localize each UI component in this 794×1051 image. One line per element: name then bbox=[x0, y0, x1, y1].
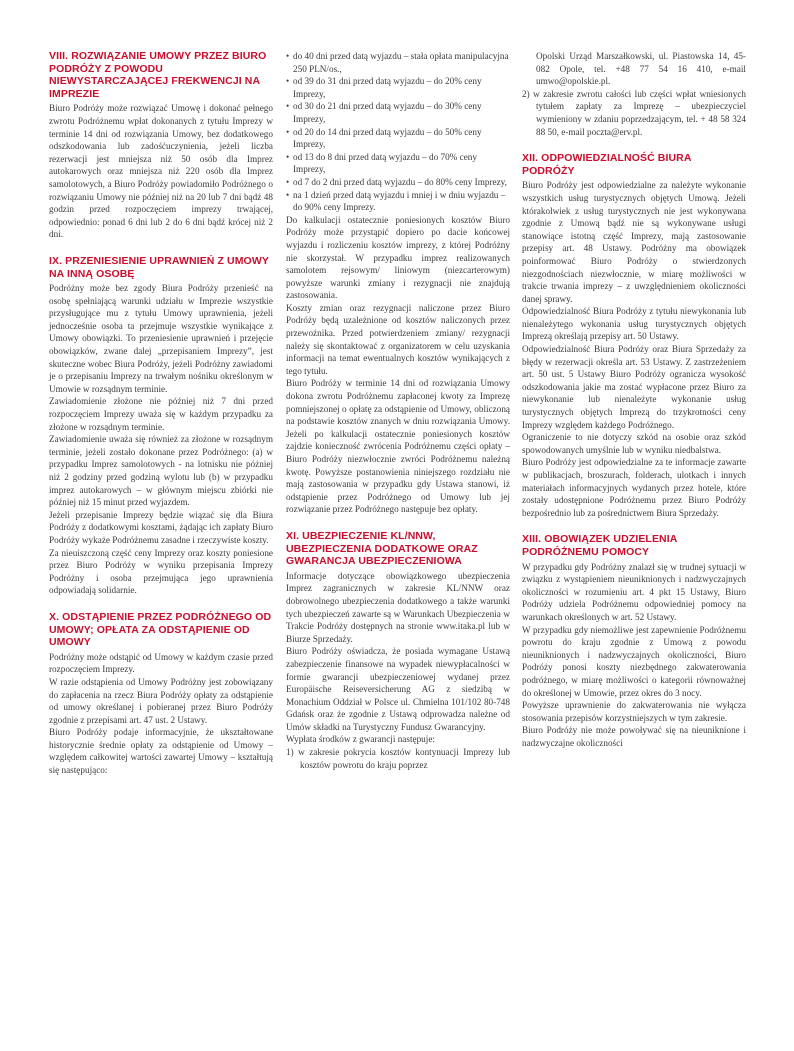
section-xii-paragraph-5: Biuro Podróży jest odpowiedzialne za te informacje zawarte w publikacjach, broszurach, folderach, ulotkach i innych materiałach informacyjnych wydanych przez hotele, które zostały udostępnione Podróżnemu przez Biuro Podróży bezpośrednio lub za pośrednictwem Biura Sprzedaży. bbox=[522, 457, 746, 518]
section-xii-paragraph-2: Odpowiedzialność Biura Podróży z tytułu niewykonania lub nienależytego wykonania usług turystycznych objętych Imprezą określają przepisy art. 50 Ustawy. bbox=[522, 306, 746, 342]
section-xiii-paragraph-3: Powyższe uprawnienie do zakwaterowania nie wyłącza stosowania przepisów korzystniejszych w tym zakresie. bbox=[522, 700, 746, 723]
section-viii-paragraph-1: Biuro Podróży może rozwiązać Umowę i dokonać pełnego zwrotu Podróżnemu wpłat dokonanych z tytułu Imprezy w terminie 14 dni od rozwiązania Umowy, bez dodatkowego odszkodowania lub zadośćuczynienia, jeżeli liczba rezerwacji jest mniejsza niż 50 osób dla Imprez autokarowych oraz mniejsza niż 220 osób dla Imprez samolotowych, a Biuro Podróży powiadomiło Podróżnego o rozwiązaniu Umowy nie później niż na 20 lub 7 dni bądź 48 godzin przed rozpoczęciem imprezy trwającej, odpowiednio: ponad 6 dni lub 2 do 6 dni bądź krócej niż 2 dni. bbox=[49, 103, 273, 240]
section-xiii-paragraph-4: Biuro Podróży nie może powoływać się na nieuniknione i nadzwyczajne okoliczności bbox=[522, 725, 746, 748]
guarantee-list bbox=[286, 746, 510, 771]
section-viii-title: VIII. ROZWIĄZANIE UMOWY PRZEZ BIURO PODRÓŻY Z POWODU NIEWYSTARCZAJĄCEJ FREKWENCJI NA IMPREZIE bbox=[49, 50, 267, 100]
section-xiii-paragraph-2: W przypadku gdy niemożliwe jest zapewnienie Podróżnemu powrotu do kraju zgodnie z Umową z powodu nieuniknionych i nadzwyczajnych okoliczności, Biuro Podróży ponosi koszty niezbędnego zakwaterowania podróżnego, w miarę możliwości o kategorii równoważnej do określonej w Umowie, przez okres do 3 nocy. bbox=[522, 624, 746, 698]
section-xi-paragraph-2: Biuro Podróży oświadcza, że posiada wymagane Ustawą zabezpieczenie finansowe na wypadek niewypłacalności w formie gwarancji ubezpieczeniowej wydanej przez Europäische Reiseversicherung AG z siedzibą w Monachium Oddział w Polsce ul. Chmielna 101/102 80-748 Gdańsk oraz że zgodnie z Ustawą odprowadza należne od Umów składki na Turystyczny Fundusz Gwarancyjny. bbox=[286, 646, 510, 732]
fee-item: • od 13 do 8 dni przed datą wyjazdu – do 70% ceny Imprezy, bbox=[286, 151, 510, 176]
section-ix-paragraph-1: Podróżny może bez zgody Biura Podróży przenieść na osobę spełniającą warunki udziału w Imprezie wszystkie przysługujące mu z tytułu Umowy uprawnienia, jeżeli jednocześnie osoba ta przejmuje wszystkie wynikające z Umowy obowiązki. To przeniesienie uprawnień i przejęcie obowiązków, zwane dalej „przepisaniem Imprezy”, jest skuteczne wobec Biura Podróży, jeżeli Podróżny zawiadomi je o przepisaniu Imprezy na trwałym nośniku określonym w Umowie w rozsądnym terminie. bbox=[49, 283, 273, 394]
guarantee-item-number: 1) bbox=[286, 747, 294, 758]
section-x-paragraph-1: Podróżny może odstąpić od Umowy w każdym czasie przed rozpoczęciem Imprezy. bbox=[49, 651, 273, 675]
section-x-paragraph-2: W razie odstąpienia od Umowy Podróżny jest zobowiązany do zapłacenia na rzecz Biura Podróży opłaty za odstąpienie od umowy określanej i pobieranej przez Biuro Podróży zgodnie z przepisami art. 47 ust. 2 Ustawy. bbox=[49, 676, 273, 725]
fee-item: • od 30 do 21 dni przed datą wyjazdu – do 30% ceny Imprezy, bbox=[286, 100, 510, 125]
guarantee-item-text: w zakresie pokrycia kosztów kontynuacji Imprezy lub kosztów powrotu do kraju poprzez bbox=[298, 747, 511, 770]
section-x-paragraph-6: Biuro Podróży w terminie 14 dni od rozwiązania Umowy dokona zwrotu Podróżnemu zapłaconej kwoty za Imprezę pomniejszonej o opłatę za odstąpienie od Umowy, obliczoną na podstawie kosztów znanych w dniu rozwiązania Umowy. Jeżeli po kalkulacji ostatecznie poniesionych kosztów zajdzie konieczność zwrócenia Podróżnemu części opłaty – Biuro Podróży niezwłocznie zwróci Podróżnemu należną kwotę. Powyższe postanowienia niniejszego rozdziału nie mają zastosowania w przypadku gdy Ustawa stanowi, iż odstąpienie przez Podróżnego od Umowy lub jej rozwiązanie przez Podróżnego następuje bez opłaty. bbox=[286, 378, 510, 515]
fee-item: • od 20 do 14 dni przed datą wyjazdu – do 50% ceny Imprezy, bbox=[286, 126, 510, 151]
section-xii-title: XII. ODPOWIEDZIALNOŚĆ BIURA PODRÓŻY bbox=[522, 152, 692, 177]
section-xi-title: XI. UBEZPIECZENIE KL/NNW, UBEZPIECZENIA DODATKOWE ORAZ GWARANCJA UBEZPIECZENIOWA bbox=[286, 529, 478, 568]
section-xii-paragraph-3: Odpowiedzialność Biura Podróży oraz Biura Sprzedaży za błędy w rezerwacji określa art. 53 Ustawy. Z zastrzeżeniem art. 50 ust. 5 Ustawy Biuro Podróży ogranicza wysokość odszkodowania jakie ma zostać wypłacone przez Biuro za niewykonanie lub nienależyte wykonanie usług turystycznych objętych Imprezą do trzykrotności ceny Imprezy względem każdego Podróżnego. bbox=[522, 344, 746, 430]
section-ix-title: IX. PRZENIESIENIE UPRAWNIEŃ Z UMOWY NA INNĄ OSOBĘ bbox=[49, 254, 269, 280]
fee-item: • do 40 dni przed datą wyjazdu – stała opłata manipulacyjna 250 PLN/os., bbox=[286, 50, 510, 75]
section-ix-paragraph-3: Zawiadomienie uważa się również za złożone w rozsądnym terminie, jeżeli zostało dokonane przez Podróżnego: (a) w przypadku Imprez samolotowych - na lotnisku nie później niż 2 godziny przed godziną wylotu lub (b) w przypadku imprez autokarowych – w głównym miejscu zbiórki nie później niż 15 minut przed wyjazdem. bbox=[49, 434, 273, 508]
section-x-title: X. ODSTĄPIENIE PRZEZ PODRÓŻNEGO OD UMOWY; OPŁATA ZA ODSTĄPIENIE OD UMOWY bbox=[49, 610, 272, 649]
section-xii-paragraph-4: Ograniczenie to nie dotyczy szkód na osobie oraz szkód spowodowanych umyślnie lub w wyniku niedbalstwa. bbox=[522, 432, 746, 455]
fee-item: • na 1 dzień przed datą wyjazdu i mniej i w dniu wyjazdu – do 90% ceny Imprezy. bbox=[286, 189, 510, 214]
guarantee-item-2 bbox=[522, 88, 746, 138]
section-xiii-title: XIII. OBOWIĄZEK UDZIELENIA PODRÓŻNEMU POMOCY bbox=[522, 533, 678, 558]
column-1 bbox=[49, 50, 273, 777]
section-xi-paragraph-3: Wypłata środków z gwarancji następuje: bbox=[286, 734, 435, 745]
guarantee-item-1 bbox=[286, 746, 510, 771]
cancellation-fee-list bbox=[286, 50, 510, 214]
guarantee-item-text: w zakresie zwrotu całości lub części wpłat wniesionych tytułem zapłaty za Imprezę – ubezpieczyciel wymieniony w zdaniu poprzedzającym, tel. + 48 58 324 88 50, e-mail poczta@erv.pl. bbox=[533, 88, 747, 137]
section-x-paragraph-5: Koszty zmian oraz rezygnacji naliczone przez Biuro Podróży będą uzależnione od kosztów naliczonych przez przewoźnika. Przed potwierdzeniem zmiany/ rezygnacji należy się skontaktować z organizatorem w celu uzyskania informacji na temat ewentualnych kosztów wynikających z tego tytułu. bbox=[286, 302, 510, 376]
fee-item: • od 39 do 31 dni przed datą wyjazdu – do 20% ceny Imprezy, bbox=[286, 75, 510, 100]
section-ix-paragraph-2: Zawiadomienie złożone nie później niż 7 dni przed rozpoczęciem Imprezy uważa się w każdym przypadku za złożone w rozsądnym terminie. bbox=[49, 396, 273, 432]
section-ix-paragraph-4: Jeżeli przepisanie Imprezy będzie wiązać się dla Biura Podróży z dodatkowymi kosztami, żądając ich zapłaty Biuro Podróży wykaże Podróżnemu zasadne i rzeczywiste koszty. bbox=[49, 509, 273, 545]
section-xiii-paragraph-1: W przypadku gdy Podróżny znalazł się w trudnej sytuacji w związku z wystąpieniem nieuniknionych i nadzwyczajnych okoliczności w rozumieniu art. 4 pkt 15 Ustawy, Biuro Podróży udziela Podróżnemu odpowiedniej pomocy na warunkach określonych w art. 52 Ustawy. bbox=[522, 561, 746, 622]
guarantee-item-number: 2) bbox=[522, 88, 530, 99]
column-2 bbox=[286, 50, 510, 771]
guarantee-item-1-continued: Opolski Urząd Marszałkowski, ul. Piastowska 14, 45-082 Opole, tel. +48 77 54 16 410, e-mail umwo@opolskie.pl. bbox=[536, 51, 746, 87]
section-ix-paragraph-5: Za nieuiszczoną część ceny Imprezy oraz koszty poniesione przez Biuro Podróży w wyniku przepisania Imprezy Podróżny i osoba przejmująca jego uprawnienia odpowiadają solidarnie. bbox=[49, 547, 273, 596]
fee-item: • od 7 do 2 dni przed datą wyjazdu – do 80% ceny Imprezy, bbox=[286, 176, 510, 189]
column-3 bbox=[522, 50, 746, 749]
section-x-paragraph-3: Biuro Podróży podaje informacyjnie, że ukształtowane historycznie średnie opłaty za odstąpienie od Umowy – względem całkowitej wartości zawartej Umowy – kształtują się następująco: bbox=[49, 727, 273, 776]
section-xi-paragraph-1: Informacje dotyczące obowiązkowego ubezpieczenia Imprez zagranicznych w zakresie KL/NNW oraz dobrowolnego ubezpieczenia dodatkowego a także warunki tych ubezpieczeń zawarte są w Warunkach Ubezpieczenia w Trakcie Podróży dostępnych na stronie www.itaka.pl lub w Biurze Sprzedaży. bbox=[286, 570, 510, 644]
guarantee-list-continued bbox=[522, 88, 746, 138]
section-x-paragraph-4: Do kalkulacji ostatecznie poniesionych kosztów Biuro Podróży może przystąpić dopiero po dacie końcowej wyjazdu i rozliczeniu kosztów imprezy, z której Podróżny nie skorzystał. W przypadku imprez realizowanych samolotem rejsowym/ liniowym (niezcarterowym) powyższe warunki zmiany i rezygnacji nie znajdują zastosowania. bbox=[286, 214, 510, 301]
section-xii-paragraph-1: Biuro Podróży jest odpowiedzialne za należyte wykonanie wszystkich usług turystycznych objętych Umową. Jeżeli którakolwiek z usług turystycznych nie jest wykonywana zgodnie z Umową bądź nie są wykonywane usługi stanowiące istotną część Imprezy, mają zastosowanie przepisy art. 48 Ustawy. Podróżny ma obowiązek poinformować Biuro Podróży o stwierdzonych niezgodnościach niezwłocznie, w miarę możliwości w trakcie trwania imprezy – z uwzględnieniem okoliczności danej sprawy. bbox=[522, 180, 746, 304]
